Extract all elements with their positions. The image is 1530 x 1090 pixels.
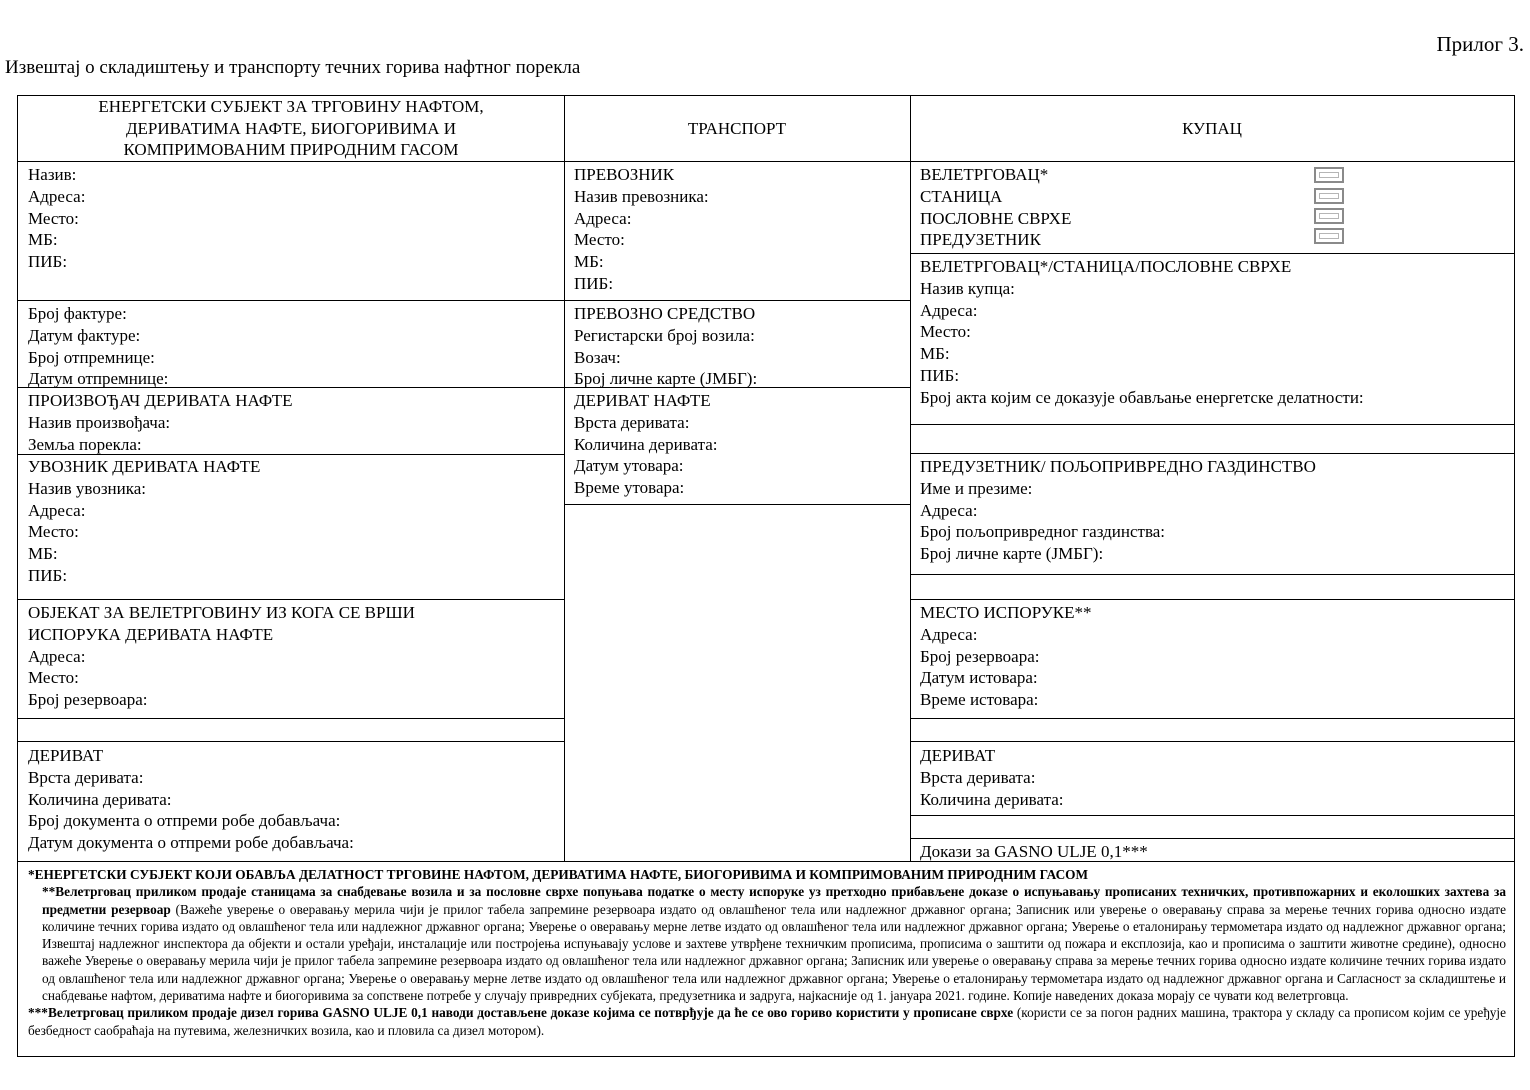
section-buyer-type bbox=[910, 162, 1514, 251]
option-label: СТАНИЦА bbox=[920, 186, 1003, 206]
section-derivative-transport bbox=[564, 388, 910, 499]
header-line: ЕНЕРГЕТСКИ СУБЈЕКТ ЗА ТРГОВИНУ НАФТОМ, bbox=[98, 96, 484, 116]
section-delivery-place bbox=[910, 600, 1514, 711]
section-subject bbox=[18, 162, 564, 273]
field-label: Име и презиме: bbox=[920, 478, 1033, 498]
section-title: ПРЕДУЗЕТНИК/ ПОЉОПРИВРЕДНО ГАЗДИНСТВО bbox=[920, 457, 1316, 476]
row-divider bbox=[18, 741, 564, 742]
field-label: Број личне карте (ЈМБГ): bbox=[574, 369, 758, 389]
field-label: Количина деривата: bbox=[28, 789, 172, 809]
field-label: Број отпремнице: bbox=[28, 347, 155, 367]
field-label: Земља порекла: bbox=[28, 434, 142, 454]
field-label: Број документа о отпреми робе добављача: bbox=[28, 811, 341, 831]
section-wholesale-facility bbox=[18, 600, 564, 711]
field-label: Адреса: bbox=[28, 500, 86, 520]
section-title: ПРЕВОЗНО СРЕДСТВО bbox=[574, 304, 756, 323]
header-line: ТРАНСПОРТ bbox=[687, 118, 787, 138]
field-label: Назив увозника: bbox=[28, 478, 147, 498]
header-line: ДЕРИВАТИМА НАФТЕ, БИОГОРИВИМА И bbox=[125, 118, 457, 138]
header-transport bbox=[564, 96, 910, 161]
section-title: ДЕРИВАТ НАФТЕ bbox=[574, 391, 711, 410]
field-label: Врста деривата: bbox=[574, 412, 690, 432]
field-label: Време утовара: bbox=[574, 478, 685, 498]
field-label: Број фактуре: bbox=[28, 304, 127, 323]
footnote-3 bbox=[28, 1004, 1506, 1039]
field-label: ПИБ: bbox=[28, 252, 68, 272]
section-derivative-left bbox=[18, 743, 564, 854]
checkbox-wholesaler[interactable] bbox=[1314, 167, 1344, 183]
field-label: Количина деривата: bbox=[574, 434, 718, 454]
field-label: Возач: bbox=[574, 347, 621, 367]
footnote-text: *ЕНЕРГЕТСКИ СУБЈЕКТ КОЈИ ОБАВЉА ДЕЛАТНОСТ ТРГОВИНЕ НАФТОМ, ДЕРИВАТИМА НАФТЕ, БИОГОРИВИМА И КОМПРИМОВАНИМ ПРИРОДНИМ ГАСОМ bbox=[28, 867, 1089, 882]
section-proofs bbox=[910, 839, 1514, 863]
section-importer bbox=[18, 454, 564, 587]
field-label: ПИБ: bbox=[28, 565, 68, 585]
annex-label: Прилог 3. bbox=[1436, 32, 1524, 56]
section-entrepreneur bbox=[910, 454, 1514, 565]
header-buyer bbox=[910, 96, 1514, 161]
row-divider bbox=[910, 574, 1514, 575]
field-label: Назив превозника: bbox=[574, 186, 709, 206]
section-title: ВЕЛЕТРГОВАЦ*/СТАНИЦА/ПОСЛОВНЕ СВРХЕ bbox=[920, 257, 1292, 276]
field-label: Адреса: bbox=[920, 500, 978, 520]
field-label: Назив произвођача: bbox=[28, 412, 171, 432]
field-label: Број акта којим се доказује обављање енергетске делатности: bbox=[920, 387, 1364, 407]
field-label: Место: bbox=[920, 322, 971, 342]
field-label: Датум истовара: bbox=[920, 668, 1038, 688]
footnote-text: (користи се за погон радних машина, трактора у складу са прописом којим се уређује безбедност саобраћаја на путевима, железничких возила, као и пловила са дизел мотором). bbox=[28, 1005, 1506, 1038]
field-label: Регистарски број возила: bbox=[574, 325, 755, 345]
field-label: Датум отпремнице: bbox=[28, 369, 169, 389]
field-label: Адреса: bbox=[574, 208, 632, 228]
field-label: Место: bbox=[574, 230, 625, 250]
section-title: ИСПОРУКА ДЕРИВАТА НАФТЕ bbox=[28, 624, 274, 644]
field-label: Адреса: bbox=[920, 300, 978, 320]
section-derivative-right bbox=[910, 743, 1514, 810]
checkbox-station[interactable] bbox=[1314, 188, 1344, 204]
section-title: ПРЕВОЗНИК bbox=[574, 165, 675, 184]
report-title: Извештај о складиштењу и транспорту течних горива нафтног порекла bbox=[5, 57, 581, 78]
section-carrier bbox=[564, 162, 910, 295]
field-label: Адреса: bbox=[28, 646, 86, 666]
section-producer bbox=[18, 388, 564, 455]
footnote-text: ***Велетрговац приликом продаје дизел горива GASNO ULJE 0,1 наводи достављене доказе којима се потврђује да ће се ово гориво користити у прописане сврхе bbox=[28, 1005, 1014, 1021]
field-label: Датум фактуре: bbox=[28, 325, 141, 345]
field-label: Назив: bbox=[28, 165, 77, 184]
section-title: МЕСТО ИСПОРУКЕ** bbox=[920, 603, 1092, 622]
row-divider bbox=[910, 424, 1514, 425]
footnote-text: (Важеће уверење о оверавању мерила чији је прилог табела запремине резервоара издато од овлашћеног тела или надлежног државног органа; Записник или уверење о оверавању справа за мерење течних горива односно издате количине течних горива издато од овлашћеног тела или надлежног државног органа; Уверење о оверавању мерне летве издато од овлашћеног тела или надлежног државног органа; Уверење о еталонирању термометара издато од надлежног државног органа; Извештај надлежног инспектора да објекти и остали уређаји, инсталације или постројења испуњавају услове и захтеве утврђене техничким прописима, прописима о заштити од пожара и експлозија, као и прописима о заштити животне средине), односно важеће Уверење о оверавању мерила чији је прилог табела запремине резервоара издато од овлашћеног тела или надлежног државног органа; Записник или уверење о оверавању справа за мерење течних горива односно издате количине течних горива издато од овлашћеног тела или надлежног државног органа; Уверење о оверавању мерне летве издато од овлашћеног тела или надлежног државног органа; Уверење о еталонирању термометара издато од надлежног државног органа и Сагласност за складиштење и снабдевање нафтом, дериватима нафте и биогоривима за сопствене потребе у случају привредних субјеката, предузетника и задруга, најкасније од 1. јануара 2021. године. Копије наведених доказа морају се чувати код велетрговца. bbox=[42, 901, 1506, 1004]
footnote-2 bbox=[28, 883, 1506, 1004]
field-label: МБ: bbox=[920, 344, 950, 364]
footnote-1 bbox=[28, 866, 1506, 883]
footnotes bbox=[28, 866, 1506, 1039]
option-label: ВЕЛЕТРГОВАЦ* bbox=[920, 165, 1049, 184]
field-label: Место: bbox=[28, 668, 79, 688]
field-label: Место: bbox=[28, 208, 79, 228]
field-label: МБ: bbox=[574, 252, 604, 272]
header-line: КОМПРИМОВАНИМ ПРИРОДНИМ ГАСОМ bbox=[123, 140, 459, 160]
field-label: Датум документа о отпреми робе добављача: bbox=[28, 833, 354, 853]
field-label: ПИБ: bbox=[574, 273, 614, 293]
row-divider bbox=[910, 718, 1514, 719]
section-title: УВОЗНИК ДЕРИВАТА НАФТЕ bbox=[28, 457, 261, 476]
field-label: Број личне карте (ЈМБГ): bbox=[920, 544, 1104, 564]
row-divider bbox=[910, 741, 1514, 742]
field-label: ПИБ: bbox=[920, 365, 960, 385]
field-label: Врста деривата: bbox=[920, 767, 1036, 787]
field-label: Место: bbox=[28, 522, 79, 542]
report-form bbox=[17, 95, 1515, 1057]
section-invoice bbox=[18, 301, 564, 390]
section-wholesaler-buyer bbox=[910, 254, 1514, 409]
field-label: Број резервоара: bbox=[28, 690, 148, 710]
field-label: Време истовара: bbox=[920, 690, 1039, 710]
row-divider bbox=[910, 815, 1514, 816]
field-label: МБ: bbox=[28, 544, 58, 564]
option-label: ПРЕДУЗЕТНИК bbox=[920, 230, 1041, 250]
section-title: ДЕРИВАТ bbox=[920, 746, 996, 765]
row-divider bbox=[18, 718, 564, 719]
field-label: Број резервоара: bbox=[920, 646, 1040, 666]
footnote-text: **Велетрговац приликом продаје станицама за снабдевање возила и за пословне сврхе попуњава податке о месту испоруке уз претходно прибављене доказе о испуњавању прописаних техничких, противпожарних и еколошких захтева за предметни резервоар bbox=[42, 884, 1506, 917]
field-label: Назив купца: bbox=[920, 278, 1015, 298]
row-divider bbox=[564, 504, 910, 505]
field-label: Адреса: bbox=[28, 186, 86, 206]
section-title: ОБЈЕКАТ ЗА ВЕЛЕТРГОВИНУ ИЗ КОГА СЕ ВРШИ bbox=[28, 603, 415, 622]
section-title: ДЕРИВАТ bbox=[28, 746, 104, 765]
field-label: МБ: bbox=[28, 230, 58, 250]
section-title: ПРОИЗВОЂАЧ ДЕРИВАТА НАФТЕ bbox=[28, 391, 293, 410]
field-label: Број пољопривредног газдинства: bbox=[920, 522, 1166, 542]
header-energy-subject bbox=[18, 96, 564, 161]
field-label: Докази за GASNO ULJE 0,1*** bbox=[920, 842, 1148, 861]
option-label: ПОСЛОВНЕ СВРХЕ bbox=[920, 208, 1072, 228]
field-label: Количина деривата: bbox=[920, 789, 1064, 809]
header-line: КУПАЦ bbox=[1182, 118, 1242, 138]
section-vehicle bbox=[564, 301, 910, 390]
field-label: Датум утовара: bbox=[574, 456, 684, 476]
field-label: Врста деривата: bbox=[28, 767, 144, 787]
checkbox-business-purpose[interactable] bbox=[1314, 208, 1344, 224]
checkbox-entrepreneur[interactable] bbox=[1314, 228, 1344, 244]
field-label: Адреса: bbox=[920, 624, 978, 644]
